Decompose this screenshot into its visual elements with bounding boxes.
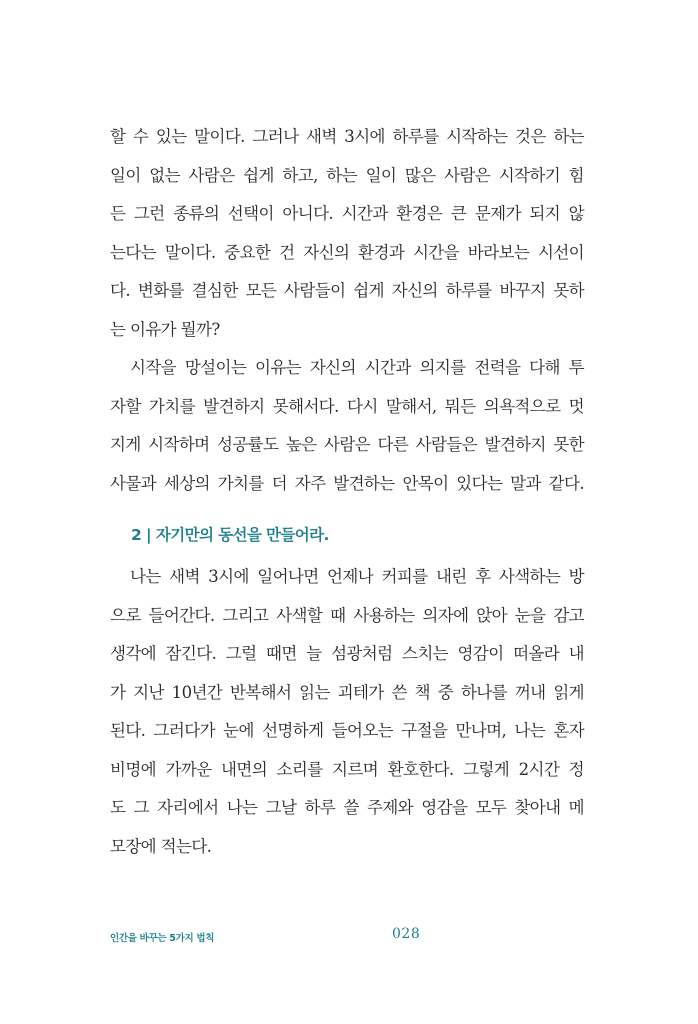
text-line: 시작을 망설이는 이유는 자신의 시간과 의지를 전력을 다해 투 [130, 358, 584, 377]
text-line: 든 그런 종류의 선택이 아니다. 시간과 환경은 큰 문제가 되지 않 [110, 204, 584, 223]
text-line: 나는 새벽 3시에 일어나면 언제나 커피를 내린 후 사색하는 방 [130, 567, 584, 586]
text-line: 지게 시작하며 성공률도 높은 사람은 다른 사람들은 발견하지 못한 [110, 435, 584, 454]
text-line: 는다는 말이다. 중요한 건 자신의 환경과 시간을 바라보는 시선이 [110, 242, 584, 262]
text-line: 일이 없는 사람은 쉽게 하고, 하는 일이 많은 사람은 시작하기 힘 [110, 165, 584, 185]
text-line: 으로 들어간다. 그리고 사색할 때 사용하는 의자에 앉아 눈을 감고 [110, 605, 584, 625]
running-footer-title: 인간을 바꾸는 5가지 법칙 [110, 933, 215, 944]
page-number: 028 [392, 926, 421, 942]
text-line: 자할 가치를 발견하지 못해서다. 다시 말해서, 뭐든 의욕적으로 멋 [110, 396, 584, 416]
text-line: 모장에 적는다. [110, 836, 212, 856]
text-line: 가 지난 10년간 반복해서 읽는 괴테가 쓴 책 중 하나를 꺼내 읽게 [110, 682, 584, 702]
text-line: 할 수 있는 말이다. 그러나 새벽 3시에 하루를 시작하는 것은 하는 [110, 127, 584, 146]
text-line: 사물과 세상의 가치를 더 자주 발견하는 안목이 있다는 말과 같다. [110, 473, 584, 493]
text-line: 도 그 자리에서 나는 그날 하루 쓸 주제와 영감을 모두 찾아내 메 [110, 798, 584, 817]
body-text-block-2 [110, 558, 584, 866]
text-line: 된다. 그러다가 눈에 선명하게 들어오는 구절을 만나며, 나는 혼자 [110, 721, 584, 740]
text-line: 는 이유가 뭘까? [110, 319, 220, 339]
text-line: 비명에 가까운 내면의 소리를 지르며 환호한다. 그렇게 2시간 정 [110, 759, 584, 779]
text-line: 다. 변화를 결심한 모든 사람들이 쉽게 자신의 하루를 바꾸지 못하 [110, 281, 584, 300]
body-text-block-1 [110, 118, 584, 503]
text-line: 생각에 잠긴다. 그럴 때면 늘 섬광처럼 스치는 영감이 떠올라 내 [110, 644, 584, 663]
section-heading: 2 | 자기만의 동선을 만들어라. [131, 526, 329, 544]
